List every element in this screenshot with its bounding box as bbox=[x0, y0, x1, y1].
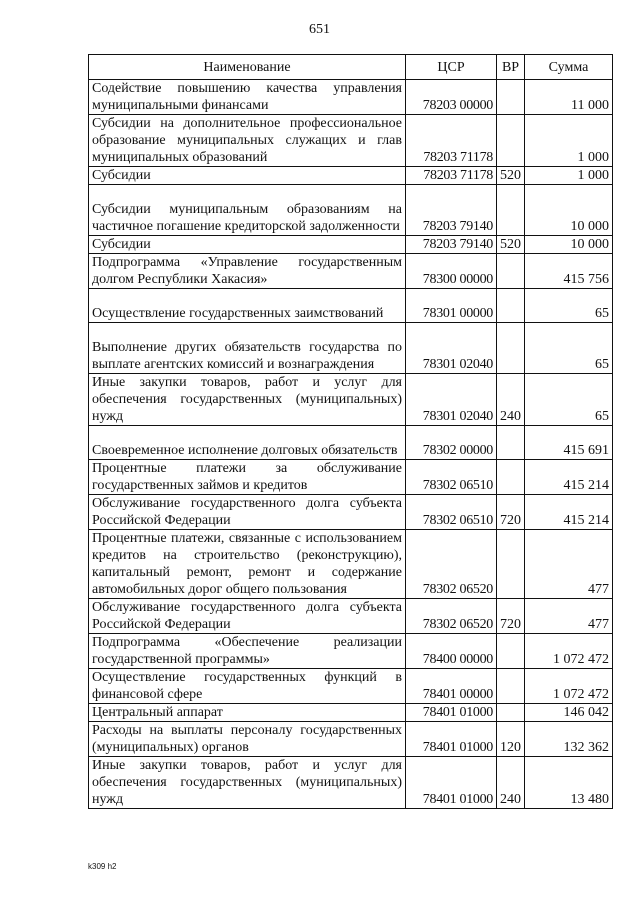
header-vr: ВР bbox=[497, 55, 525, 80]
row-sum: 1 000 bbox=[525, 115, 613, 167]
row-name: Расходы на выплаты персоналу государственных (муниципальных) органов bbox=[89, 722, 406, 757]
row-vr bbox=[497, 115, 525, 167]
row-csr: 78203 79140 bbox=[406, 236, 497, 254]
header-csr: ЦСР bbox=[406, 55, 497, 80]
row-sum: 415 756 bbox=[525, 254, 613, 289]
row-name: Субсидии bbox=[89, 167, 406, 185]
row-name: Обслуживание государственного долга субъекта Российской Федерации bbox=[89, 495, 406, 530]
budget-table bbox=[88, 54, 613, 809]
row-sum: 477 bbox=[525, 599, 613, 634]
row-sum: 415 691 bbox=[525, 426, 613, 460]
row-name: Субсидии муниципальным образованиям на частичное погашение кредиторской задолженности bbox=[89, 185, 406, 236]
row-vr bbox=[497, 289, 525, 323]
row-sum: 415 214 bbox=[525, 495, 613, 530]
table-row bbox=[89, 374, 613, 426]
row-vr: 720 bbox=[497, 495, 525, 530]
row-sum: 146 042 bbox=[525, 704, 613, 722]
table-row bbox=[89, 530, 613, 599]
row-vr bbox=[497, 185, 525, 236]
row-name: Подпрограмма «Обеспечение реализации государственной программы» bbox=[89, 634, 406, 669]
row-csr: 78302 06520 bbox=[406, 530, 497, 599]
table-row bbox=[89, 704, 613, 722]
row-name: Содействие повышению качества управления муниципальными финансами bbox=[89, 80, 406, 115]
table-row bbox=[89, 669, 613, 704]
row-csr: 78302 06520 bbox=[406, 599, 497, 634]
row-name: Своевременное исполнение долговых обязательств bbox=[89, 426, 406, 460]
row-name: Процентные платежи, связанные с использованием кредитов на строительство (реконструкцию), капитальный ремонт, ремонт и содержание автомобильных дорог общего пользования bbox=[89, 530, 406, 599]
row-csr: 78401 01000 bbox=[406, 704, 497, 722]
table-row bbox=[89, 722, 613, 757]
table-row bbox=[89, 167, 613, 185]
row-csr: 78401 00000 bbox=[406, 669, 497, 704]
row-vr bbox=[497, 323, 525, 374]
row-vr bbox=[497, 80, 525, 115]
row-sum: 10 000 bbox=[525, 185, 613, 236]
table-row bbox=[89, 495, 613, 530]
row-name: Осуществление государственных функций в финансовой сфере bbox=[89, 669, 406, 704]
table-row bbox=[89, 599, 613, 634]
row-sum: 13 480 bbox=[525, 757, 613, 809]
row-vr: 520 bbox=[497, 167, 525, 185]
row-name: Выполнение других обязательств государства по выплате агентских комиссий и вознаграждения bbox=[89, 323, 406, 374]
row-vr bbox=[497, 530, 525, 599]
table-row bbox=[89, 80, 613, 115]
row-csr: 78302 06510 bbox=[406, 495, 497, 530]
table-row bbox=[89, 289, 613, 323]
row-sum: 415 214 bbox=[525, 460, 613, 495]
row-csr: 78301 02040 bbox=[406, 374, 497, 426]
table-row bbox=[89, 757, 613, 809]
table-row bbox=[89, 634, 613, 669]
row-vr bbox=[497, 460, 525, 495]
row-sum: 1 072 472 bbox=[525, 669, 613, 704]
row-vr bbox=[497, 669, 525, 704]
row-vr: 240 bbox=[497, 757, 525, 809]
row-csr: 78301 02040 bbox=[406, 323, 497, 374]
row-sum: 10 000 bbox=[525, 236, 613, 254]
row-vr bbox=[497, 704, 525, 722]
row-csr: 78203 79140 bbox=[406, 185, 497, 236]
table-row bbox=[89, 254, 613, 289]
row-csr: 78203 00000 bbox=[406, 80, 497, 115]
footer-code: k309 h2 bbox=[88, 862, 117, 871]
row-vr: 240 bbox=[497, 374, 525, 426]
row-sum: 132 362 bbox=[525, 722, 613, 757]
row-name: Процентные платежи за обслуживание государственных займов и кредитов bbox=[89, 460, 406, 495]
row-sum: 65 bbox=[525, 374, 613, 426]
row-name: Субсидии на дополнительное профессиональное образование муниципальных служащих и глав муниципальных образований bbox=[89, 115, 406, 167]
table-row bbox=[89, 426, 613, 460]
table-header-row bbox=[89, 55, 613, 80]
table-row bbox=[89, 460, 613, 495]
row-vr: 720 bbox=[497, 599, 525, 634]
row-vr: 520 bbox=[497, 236, 525, 254]
row-csr: 78301 00000 bbox=[406, 289, 497, 323]
header-sum: Сумма bbox=[525, 55, 613, 80]
row-name: Осуществление государственных заимствований bbox=[89, 289, 406, 323]
row-csr: 78401 01000 bbox=[406, 722, 497, 757]
row-csr: 78300 00000 bbox=[406, 254, 497, 289]
row-csr: 78401 01000 bbox=[406, 757, 497, 809]
table-row bbox=[89, 115, 613, 167]
row-sum: 11 000 bbox=[525, 80, 613, 115]
row-csr: 78302 06510 bbox=[406, 460, 497, 495]
row-csr: 78302 00000 bbox=[406, 426, 497, 460]
row-csr: 78203 71178 bbox=[406, 115, 497, 167]
row-csr: 78400 00000 bbox=[406, 634, 497, 669]
table-row bbox=[89, 185, 613, 236]
row-sum: 477 bbox=[525, 530, 613, 599]
row-vr bbox=[497, 426, 525, 460]
row-name: Обслуживание государственного долга субъекта Российской Федерации bbox=[89, 599, 406, 634]
row-name: Центральный аппарат bbox=[89, 704, 406, 722]
table-row bbox=[89, 236, 613, 254]
table-row bbox=[89, 323, 613, 374]
row-name: Иные закупки товаров, работ и услуг для обеспечения государственных (муниципальных) нужд bbox=[89, 757, 406, 809]
page-number: 651 bbox=[309, 22, 330, 37]
row-sum: 65 bbox=[525, 323, 613, 374]
row-sum: 65 bbox=[525, 289, 613, 323]
row-vr bbox=[497, 634, 525, 669]
row-name: Подпрограмма «Управление государственным долгом Республики Хакасия» bbox=[89, 254, 406, 289]
row-vr: 120 bbox=[497, 722, 525, 757]
row-name: Субсидии bbox=[89, 236, 406, 254]
row-sum: 1 072 472 bbox=[525, 634, 613, 669]
header-name: Наименование bbox=[89, 55, 406, 80]
row-name: Иные закупки товаров, работ и услуг для обеспечения государственных (муниципальных) нужд bbox=[89, 374, 406, 426]
row-vr bbox=[497, 254, 525, 289]
row-sum: 1 000 bbox=[525, 167, 613, 185]
row-csr: 78203 71178 bbox=[406, 167, 497, 185]
